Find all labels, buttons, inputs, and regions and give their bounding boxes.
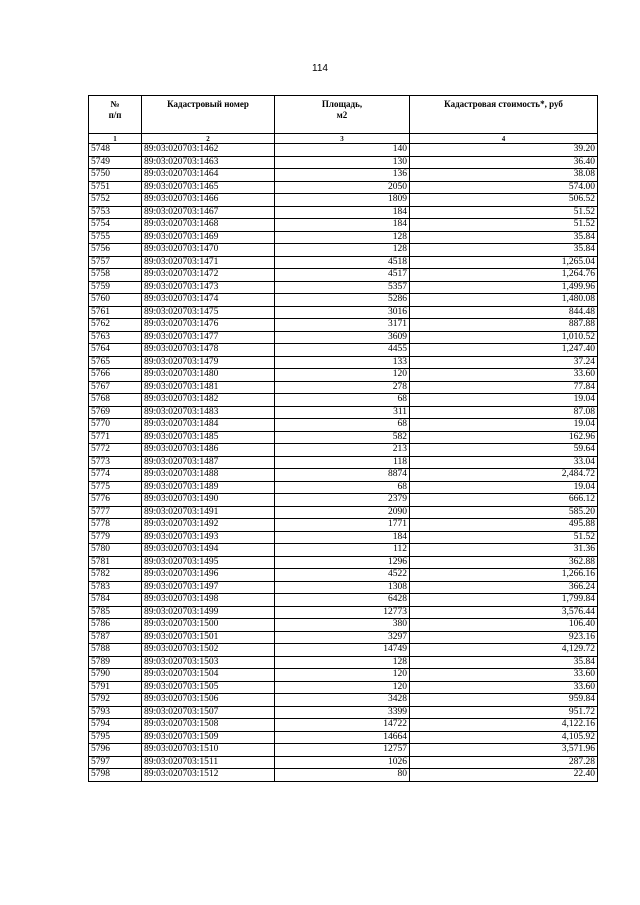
row-cadastral-value: 495.88 [410, 519, 598, 532]
row-area: 120 [275, 369, 410, 382]
header-area: Площадь, м2 [275, 96, 410, 134]
table-row [89, 581, 598, 594]
row-index: 5777 [89, 506, 142, 519]
row-index: 5780 [89, 544, 142, 557]
row-cadastral-value: 959.84 [410, 694, 598, 707]
row-cadastral-number: 89:03:020703:1497 [142, 581, 275, 594]
row-index: 5748 [89, 144, 142, 157]
row-cadastral-value: 33.04 [410, 456, 598, 469]
row-cadastral-number: 89:03:020703:1488 [142, 469, 275, 482]
row-cadastral-number: 89:03:020703:1489 [142, 481, 275, 494]
row-index: 5769 [89, 406, 142, 419]
row-index: 5784 [89, 594, 142, 607]
row-cadastral-number: 89:03:020703:1468 [142, 219, 275, 232]
row-index: 5758 [89, 269, 142, 282]
row-area: 4455 [275, 344, 410, 357]
row-cadastral-value: 4,105.92 [410, 731, 598, 744]
column-numbers-row [89, 134, 598, 144]
row-index: 5785 [89, 606, 142, 619]
row-index: 5787 [89, 631, 142, 644]
table-row [89, 469, 598, 482]
row-cadastral-number: 89:03:020703:1486 [142, 444, 275, 457]
row-cadastral-value: 666.12 [410, 494, 598, 507]
table-row [89, 431, 598, 444]
row-area: 14749 [275, 644, 410, 657]
row-index: 5767 [89, 381, 142, 394]
row-index: 5774 [89, 469, 142, 482]
row-cadastral-number: 89:03:020703:1469 [142, 231, 275, 244]
row-area: 582 [275, 431, 410, 444]
row-area: 133 [275, 356, 410, 369]
row-cadastral-value: 1,799.84 [410, 594, 598, 607]
row-index: 5797 [89, 756, 142, 769]
row-cadastral-value: 1,264.76 [410, 269, 598, 282]
row-cadastral-value: 362.88 [410, 556, 598, 569]
row-cadastral-number: 89:03:020703:1464 [142, 169, 275, 182]
row-area: 1308 [275, 581, 410, 594]
row-cadastral-number: 89:03:020703:1472 [142, 269, 275, 282]
row-cadastral-number: 89:03:020703:1467 [142, 206, 275, 219]
row-cadastral-number: 89:03:020703:1508 [142, 719, 275, 732]
row-cadastral-value: 506.52 [410, 194, 598, 207]
table-row [89, 556, 598, 569]
row-cadastral-number: 89:03:020703:1502 [142, 644, 275, 657]
row-index: 5759 [89, 281, 142, 294]
table-row [89, 181, 598, 194]
row-cadastral-value: 3,571.96 [410, 744, 598, 757]
row-cadastral-number: 89:03:020703:1478 [142, 344, 275, 357]
table-row [89, 481, 598, 494]
row-index: 5750 [89, 169, 142, 182]
row-cadastral-value: 1,265.04 [410, 256, 598, 269]
row-cadastral-value: 287.28 [410, 756, 598, 769]
row-index: 5772 [89, 444, 142, 457]
row-cadastral-value: 33.60 [410, 669, 598, 682]
row-cadastral-number: 89:03:020703:1470 [142, 244, 275, 257]
row-cadastral-number: 89:03:020703:1463 [142, 156, 275, 169]
row-cadastral-value: 844.48 [410, 306, 598, 319]
table-row [89, 406, 598, 419]
row-area: 14664 [275, 731, 410, 744]
row-area: 4517 [275, 269, 410, 282]
row-cadastral-value: 77.84 [410, 381, 598, 394]
row-area: 128 [275, 656, 410, 669]
row-area: 184 [275, 531, 410, 544]
row-area: 2379 [275, 494, 410, 507]
row-area: 5286 [275, 294, 410, 307]
row-cadastral-value: 366.24 [410, 581, 598, 594]
row-area: 118 [275, 456, 410, 469]
row-cadastral-number: 89:03:020703:1512 [142, 769, 275, 782]
row-area: 128 [275, 244, 410, 257]
row-cadastral-value: 19.04 [410, 394, 598, 407]
row-index: 5770 [89, 419, 142, 432]
table-row [89, 694, 598, 707]
table-row [89, 644, 598, 657]
table-row [89, 769, 598, 782]
table-row [89, 194, 598, 207]
row-area: 2050 [275, 181, 410, 194]
table-row [89, 756, 598, 769]
table-row [89, 294, 598, 307]
row-cadastral-number: 89:03:020703:1504 [142, 669, 275, 682]
row-cadastral-value: 887.88 [410, 319, 598, 332]
row-cadastral-number: 89:03:020703:1503 [142, 656, 275, 669]
table-row [89, 269, 598, 282]
table-row [89, 219, 598, 232]
row-cadastral-number: 89:03:020703:1476 [142, 319, 275, 332]
row-area: 1026 [275, 756, 410, 769]
table-row [89, 231, 598, 244]
row-area: 12773 [275, 606, 410, 619]
table-row [89, 631, 598, 644]
row-cadastral-value: 35.84 [410, 231, 598, 244]
row-area: 4518 [275, 256, 410, 269]
table-row [89, 494, 598, 507]
row-index: 5788 [89, 644, 142, 657]
row-cadastral-number: 89:03:020703:1481 [142, 381, 275, 394]
row-index: 5782 [89, 569, 142, 582]
row-cadastral-number: 89:03:020703:1496 [142, 569, 275, 582]
row-index: 5763 [89, 331, 142, 344]
row-cadastral-value: 38.08 [410, 169, 598, 182]
row-area: 14722 [275, 719, 410, 732]
row-index: 5791 [89, 681, 142, 694]
row-index: 5789 [89, 656, 142, 669]
column-number: 3 [275, 134, 410, 144]
row-cadastral-number: 89:03:020703:1490 [142, 494, 275, 507]
row-cadastral-value: 22.40 [410, 769, 598, 782]
table-row [89, 381, 598, 394]
row-area: 3609 [275, 331, 410, 344]
row-area: 120 [275, 681, 410, 694]
table-row [89, 594, 598, 607]
row-cadastral-number: 89:03:020703:1499 [142, 606, 275, 619]
row-cadastral-number: 89:03:020703:1474 [142, 294, 275, 307]
row-index: 5793 [89, 706, 142, 719]
table-header-row [89, 96, 598, 134]
table-row [89, 681, 598, 694]
row-cadastral-number: 89:03:020703:1487 [142, 456, 275, 469]
row-index: 5755 [89, 231, 142, 244]
row-cadastral-value: 19.04 [410, 481, 598, 494]
table-row [89, 706, 598, 719]
row-area: 112 [275, 544, 410, 557]
row-area: 140 [275, 144, 410, 157]
row-cadastral-value: 1,266.16 [410, 569, 598, 582]
row-index: 5761 [89, 306, 142, 319]
row-cadastral-number: 89:03:020703:1510 [142, 744, 275, 757]
row-index: 5794 [89, 719, 142, 732]
table-row [89, 619, 598, 632]
row-cadastral-value: 1,010.52 [410, 331, 598, 344]
row-area: 184 [275, 206, 410, 219]
row-index: 5753 [89, 206, 142, 219]
row-area: 136 [275, 169, 410, 182]
row-cadastral-number: 89:03:020703:1483 [142, 406, 275, 419]
table-row [89, 506, 598, 519]
row-cadastral-number: 89:03:020703:1475 [142, 306, 275, 319]
row-cadastral-number: 89:03:020703:1466 [142, 194, 275, 207]
row-index: 5762 [89, 319, 142, 332]
table-row [89, 719, 598, 732]
row-cadastral-number: 89:03:020703:1498 [142, 594, 275, 607]
row-area: 278 [275, 381, 410, 394]
row-cadastral-number: 89:03:020703:1479 [142, 356, 275, 369]
row-area: 4522 [275, 569, 410, 582]
table-row [89, 369, 598, 382]
row-index: 5756 [89, 244, 142, 257]
row-cadastral-value: 585.20 [410, 506, 598, 519]
row-area: 184 [275, 219, 410, 232]
table-row [89, 206, 598, 219]
row-cadastral-value: 39.20 [410, 144, 598, 157]
row-cadastral-value: 1,247.40 [410, 344, 598, 357]
row-cadastral-number: 89:03:020703:1492 [142, 519, 275, 532]
row-index: 5757 [89, 256, 142, 269]
row-index: 5768 [89, 394, 142, 407]
row-area: 130 [275, 156, 410, 169]
row-cadastral-number: 89:03:020703:1491 [142, 506, 275, 519]
row-cadastral-value: 4,129.72 [410, 644, 598, 657]
table-row [89, 319, 598, 332]
row-area: 120 [275, 669, 410, 682]
row-cadastral-number: 89:03:020703:1485 [142, 431, 275, 444]
row-cadastral-number: 89:03:020703:1506 [142, 694, 275, 707]
row-cadastral-number: 89:03:020703:1462 [142, 144, 275, 157]
row-cadastral-value: 31.36 [410, 544, 598, 557]
row-cadastral-number: 89:03:020703:1473 [142, 281, 275, 294]
row-cadastral-value: 3,576.44 [410, 606, 598, 619]
row-index: 5781 [89, 556, 142, 569]
table-row [89, 731, 598, 744]
row-index: 5796 [89, 744, 142, 757]
row-area: 2090 [275, 506, 410, 519]
page-number: 114 [312, 63, 328, 74]
row-cadastral-value: 4,122.16 [410, 719, 598, 732]
row-area: 12757 [275, 744, 410, 757]
table-row [89, 169, 598, 182]
row-cadastral-value: 2,484.72 [410, 469, 598, 482]
row-cadastral-value: 51.52 [410, 531, 598, 544]
row-cadastral-number: 89:03:020703:1465 [142, 181, 275, 194]
row-index: 5790 [89, 669, 142, 682]
row-cadastral-number: 89:03:020703:1480 [142, 369, 275, 382]
table-row [89, 744, 598, 757]
row-area: 68 [275, 419, 410, 432]
row-cadastral-number: 89:03:020703:1495 [142, 556, 275, 569]
row-index: 5766 [89, 369, 142, 382]
row-index: 5760 [89, 294, 142, 307]
table-row [89, 531, 598, 544]
table-row [89, 569, 598, 582]
row-index: 5751 [89, 181, 142, 194]
row-cadastral-value: 33.60 [410, 681, 598, 694]
row-area: 3399 [275, 706, 410, 719]
table-row [89, 544, 598, 557]
table-row [89, 306, 598, 319]
cadastral-table [88, 95, 598, 782]
table-row [89, 456, 598, 469]
row-index: 5795 [89, 731, 142, 744]
table-row [89, 281, 598, 294]
row-cadastral-value: 51.52 [410, 219, 598, 232]
row-area: 311 [275, 406, 410, 419]
row-cadastral-number: 89:03:020703:1509 [142, 731, 275, 744]
row-cadastral-value: 106.40 [410, 619, 598, 632]
row-cadastral-number: 89:03:020703:1494 [142, 544, 275, 557]
row-area: 6428 [275, 594, 410, 607]
row-index: 5752 [89, 194, 142, 207]
row-area: 68 [275, 394, 410, 407]
row-index: 5764 [89, 344, 142, 357]
row-index: 5771 [89, 431, 142, 444]
row-cadastral-value: 33.60 [410, 369, 598, 382]
header-cadastral-number: Кадастровый номер [142, 96, 275, 134]
row-area: 380 [275, 619, 410, 632]
row-index: 5778 [89, 519, 142, 532]
row-cadastral-number: 89:03:020703:1482 [142, 394, 275, 407]
row-area: 213 [275, 444, 410, 457]
row-area: 3428 [275, 694, 410, 707]
row-index: 5765 [89, 356, 142, 369]
row-index: 5773 [89, 456, 142, 469]
row-area: 3297 [275, 631, 410, 644]
table-row [89, 656, 598, 669]
row-cadastral-number: 89:03:020703:1477 [142, 331, 275, 344]
row-area: 128 [275, 231, 410, 244]
row-cadastral-value: 36.40 [410, 156, 598, 169]
row-area: 1296 [275, 556, 410, 569]
column-number: 4 [410, 134, 598, 144]
table-row [89, 356, 598, 369]
table-row [89, 669, 598, 682]
header-index: № п/п [89, 96, 142, 134]
table-row [89, 519, 598, 532]
row-index: 5754 [89, 219, 142, 232]
row-cadastral-value: 1,480.08 [410, 294, 598, 307]
row-cadastral-value: 162.96 [410, 431, 598, 444]
row-index: 5786 [89, 619, 142, 632]
row-area: 5357 [275, 281, 410, 294]
row-index: 5783 [89, 581, 142, 594]
table-row [89, 394, 598, 407]
row-index: 5792 [89, 694, 142, 707]
table-row [89, 419, 598, 432]
row-cadastral-value: 574.00 [410, 181, 598, 194]
row-area: 3171 [275, 319, 410, 332]
column-number: 1 [89, 134, 142, 144]
row-cadastral-number: 89:03:020703:1484 [142, 419, 275, 432]
row-index: 5775 [89, 481, 142, 494]
row-index: 5779 [89, 531, 142, 544]
table-row [89, 256, 598, 269]
row-cadastral-value: 87.08 [410, 406, 598, 419]
row-area: 3016 [275, 306, 410, 319]
row-cadastral-value: 35.84 [410, 656, 598, 669]
row-cadastral-number: 89:03:020703:1505 [142, 681, 275, 694]
row-area: 8874 [275, 469, 410, 482]
row-cadastral-number: 89:03:020703:1500 [142, 619, 275, 632]
row-area: 80 [275, 769, 410, 782]
row-cadastral-value: 35.84 [410, 244, 598, 257]
row-cadastral-value: 1,499.96 [410, 281, 598, 294]
row-cadastral-value: 19.04 [410, 419, 598, 432]
row-cadastral-number: 89:03:020703:1507 [142, 706, 275, 719]
row-cadastral-number: 89:03:020703:1471 [142, 256, 275, 269]
header-cadastral-value: Кадастровая стоимость*, руб [410, 96, 598, 134]
table-row [89, 444, 598, 457]
row-cadastral-number: 89:03:020703:1511 [142, 756, 275, 769]
table-row [89, 331, 598, 344]
row-cadastral-number: 89:03:020703:1501 [142, 631, 275, 644]
column-number: 2 [142, 134, 275, 144]
row-cadastral-value: 37.24 [410, 356, 598, 369]
row-index: 5798 [89, 769, 142, 782]
table-row [89, 144, 598, 157]
table-body [89, 144, 598, 782]
table-row [89, 244, 598, 257]
row-area: 1771 [275, 519, 410, 532]
table-row [89, 156, 598, 169]
row-cadastral-value: 923.16 [410, 631, 598, 644]
row-area: 1809 [275, 194, 410, 207]
row-cadastral-value: 59.64 [410, 444, 598, 457]
row-cadastral-value: 51.52 [410, 206, 598, 219]
row-index: 5749 [89, 156, 142, 169]
table-row [89, 344, 598, 357]
row-index: 5776 [89, 494, 142, 507]
row-cadastral-number: 89:03:020703:1493 [142, 531, 275, 544]
row-cadastral-value: 951.72 [410, 706, 598, 719]
table-row [89, 606, 598, 619]
row-area: 68 [275, 481, 410, 494]
